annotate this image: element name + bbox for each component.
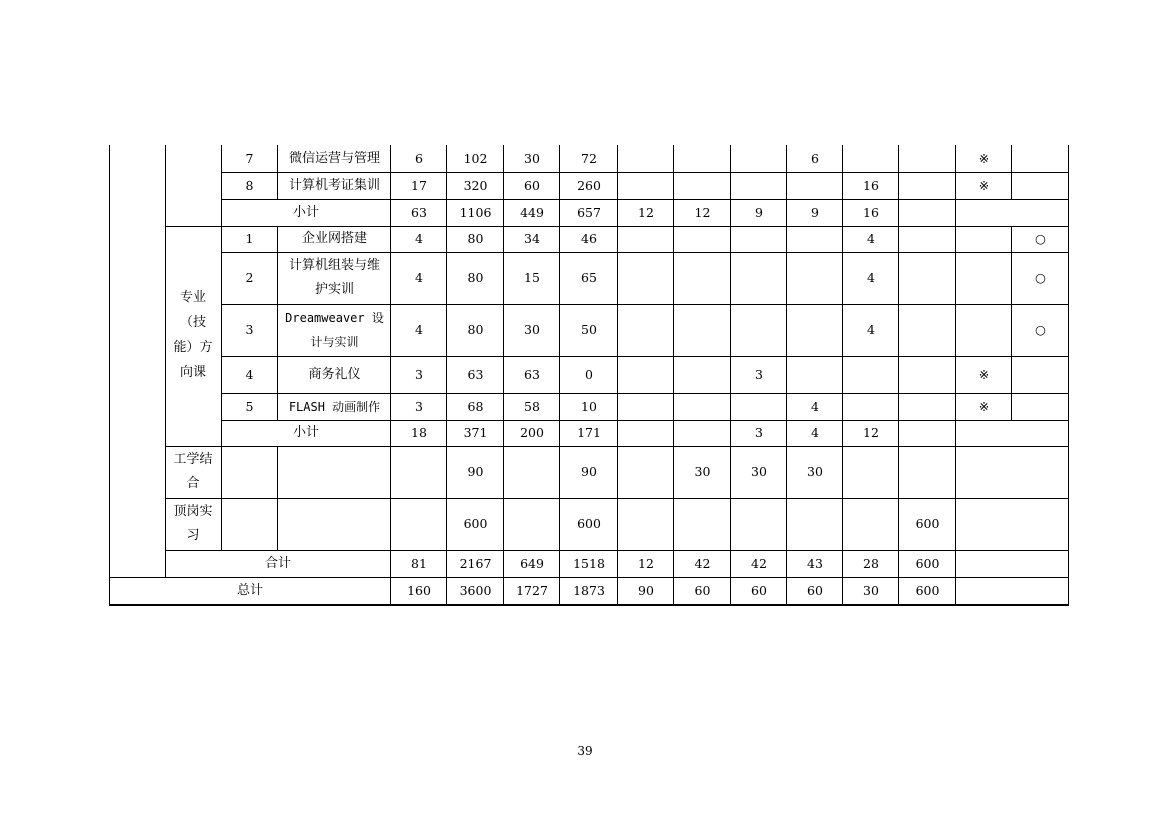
value-cell: 6 [415, 150, 423, 166]
value-cell: ○ [1035, 322, 1046, 337]
value-cell: 3 [755, 425, 763, 440]
value-cell: 50 [581, 322, 597, 337]
value-cell: 2167 [459, 555, 492, 571]
value-cell: 3 [415, 366, 423, 382]
value-cell: 90 [467, 464, 484, 479]
value-cell: 46 [581, 231, 597, 246]
value-cell: 1727 [516, 583, 548, 598]
value-cell: 72 [581, 150, 597, 166]
value-cell: 30 [524, 322, 540, 337]
value-cell: 3 [415, 398, 423, 414]
value-cell: 58 [524, 398, 540, 414]
value-cell: 42 [751, 555, 767, 571]
value-cell: 63 [524, 366, 540, 382]
value-cell: 1873 [573, 583, 605, 598]
value-cell: 160 [407, 583, 431, 598]
value-cell: 600 [577, 516, 601, 531]
value-cell: ※ [978, 366, 990, 382]
value-cell: ※ [978, 150, 990, 166]
value-cell: 30 [524, 150, 540, 166]
value-cell: 4 [415, 231, 423, 246]
value-cell: 42 [694, 555, 711, 571]
page-number: 39 [577, 744, 593, 758]
row-number: 1 [245, 231, 254, 246]
value-cell: 4 [415, 270, 423, 285]
value-cell: 3 [755, 366, 763, 382]
value-cell: 68 [467, 398, 484, 414]
value-cell: 649 [520, 555, 544, 571]
value-cell: 449 [520, 204, 544, 220]
value-cell: ○ [1035, 231, 1046, 246]
value-cell: 90 [581, 464, 597, 479]
value-cell: 9 [811, 204, 819, 220]
value-cell: 12 [638, 204, 654, 220]
row-label: 顶岗实 习 [173, 504, 213, 543]
value-cell: 371 [463, 425, 488, 440]
value-cell: 320 [463, 177, 488, 193]
value-cell: 4 [867, 231, 875, 246]
value-cell: 657 [577, 204, 601, 220]
value-cell: 4 [811, 398, 819, 414]
value-cell: 600 [915, 516, 940, 531]
row-number: 5 [245, 398, 254, 414]
value-cell: 80 [467, 322, 484, 337]
value-cell: 4 [867, 270, 875, 285]
value-cell: 260 [577, 177, 601, 193]
row-number: 8 [245, 177, 254, 193]
value-cell: 200 [520, 425, 544, 440]
value-cell: 102 [463, 150, 488, 166]
value-cell: 30 [807, 464, 823, 479]
course-name: 商务礼仪 [308, 366, 361, 382]
value-cell: 16 [863, 204, 879, 220]
value-cell: 65 [581, 270, 597, 285]
value-cell: 171 [577, 425, 601, 440]
row-number: 4 [245, 366, 254, 382]
value-cell: 60 [694, 583, 711, 598]
course-name: 计算机组装与维 护实训 [288, 258, 380, 297]
value-cell: 30 [751, 464, 767, 479]
value-cell: 60 [524, 177, 540, 193]
value-cell: 1106 [459, 204, 492, 220]
value-cell: 600 [463, 516, 488, 531]
row-label: 合计 [264, 555, 291, 571]
value-cell: 43 [807, 555, 823, 571]
value-cell: 0 [585, 366, 593, 382]
course-name: 微信运营与管理 [288, 150, 380, 166]
course-name: Dreamweaver 设 计与实训 [285, 311, 384, 349]
row-label: 工学结 合 [173, 452, 213, 491]
value-cell: 1518 [573, 555, 605, 571]
value-cell: 4 [415, 322, 423, 337]
value-cell: ※ [978, 398, 990, 414]
value-cell: 600 [915, 583, 940, 598]
value-cell: 60 [751, 583, 767, 598]
value-cell: 30 [863, 583, 879, 598]
row-label: 小计 [292, 204, 319, 220]
value-cell: 9 [755, 204, 763, 220]
value-cell: 30 [694, 464, 711, 479]
course-name: FLASH 动画制作 [288, 399, 381, 414]
value-cell: 6 [811, 150, 819, 166]
course-name: 计算机考证集训 [288, 177, 380, 193]
row-label: 小计 [292, 425, 319, 440]
value-cell: 4 [811, 425, 819, 440]
value-cell: 34 [524, 231, 540, 246]
value-cell: 10 [581, 398, 597, 414]
row-label: 总计 [236, 583, 263, 598]
value-cell: 63 [411, 204, 427, 220]
value-cell: 12 [863, 425, 879, 440]
value-cell: 60 [807, 583, 823, 598]
value-cell: 17 [411, 177, 427, 193]
course-name: 企业网搭建 [301, 231, 367, 246]
value-cell: 600 [915, 555, 940, 571]
value-cell: 12 [638, 555, 654, 571]
row-number: 3 [245, 322, 254, 337]
row-number: 2 [245, 270, 254, 285]
value-cell: 15 [524, 270, 540, 285]
value-cell: 28 [863, 555, 879, 571]
value-cell: 63 [467, 366, 484, 382]
curriculum-table [109, 145, 1069, 606]
value-cell: ○ [1035, 270, 1046, 285]
value-cell: 12 [694, 204, 711, 220]
value-cell: 81 [411, 555, 427, 571]
value-cell: 3600 [459, 583, 492, 598]
value-cell: ※ [978, 177, 990, 193]
value-cell: 18 [411, 425, 427, 440]
group-label: 专业 （技 能）方 向课 [173, 290, 213, 380]
value-cell: 80 [467, 231, 484, 246]
value-cell: 90 [638, 583, 654, 598]
value-cell: 16 [863, 177, 879, 193]
value-cell: 4 [867, 322, 875, 337]
row-number: 7 [245, 150, 254, 166]
value-cell: 80 [467, 270, 484, 285]
